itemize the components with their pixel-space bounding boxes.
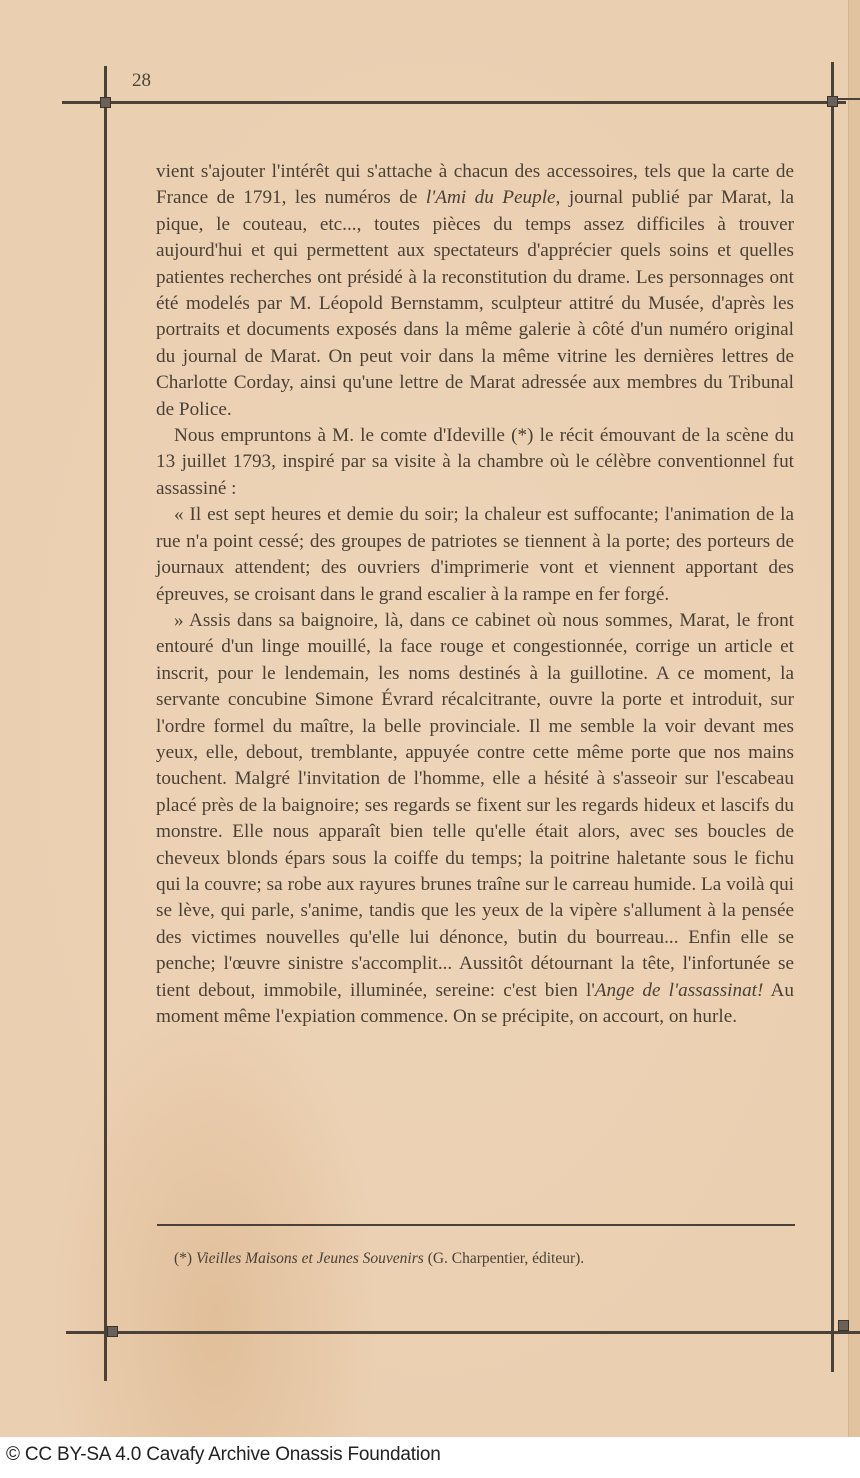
bottom-rule [66, 1331, 860, 1334]
text-run: vient s'ajouter l'intérêt qui s'attache à chacun des accessoires, tels que la carte de France de 1791, les numéros de [156, 161, 794, 209]
text-run: Au moment même l'expiation commence. On se précipite, on accourt, on hurle. [156, 979, 794, 1027]
body-text [156, 159, 794, 1030]
text-run: » Assis dans sa baignoire, là, dans ce cabinet où nous sommes, Marat, le front entouré d'un linge mouillé, la face rouge et congestionnée, corrige un article et inscrit, pour le lendemain, les noms destinés à la guillotine. A ce moment, la servante concubine Simone Évrard récalcitrante, ouvre la porte et introduit, sur l'ordre formel du maître, la belle provinciale. Il me semble la voir devant mes yeux, elle, debout, tremblante, appuyée contre cette même porte que nos mains touchent. Malgré l'invitation de l'homme, elle a hésité à s'asseoir sur l'escabeau placé près de la baignoire; ses regards se fixent sur les regards hideux et lascifs du monstre. Elle nous apparaît bien telle qu'elle était alors, avec ses boucles de cheveux blonds épars sous la coiffe du temps; la poitrine haletante sous le fichu qui la couvre; sa robe aux rayures brunes traîne sur le carreau humide. La voilà qui se lève, qui parle, s'anime, tandis que les yeux de la vipère s'allument à la pensée des victimes nouvelles qu'elle lui dénonce, butin du bourreau... Enfin elle se penche; l'œuvre sinistre s'accomplit... Aussitôt détournant la tête, l'infortunée se tient debout, immobile, illuminée, sereine: c'est bien l' [156, 609, 794, 1001]
right-rule [831, 62, 834, 1372]
corner-ornament-top-left [100, 97, 111, 108]
footnote-publisher: (G. Charpentier, éditeur). [427, 1250, 585, 1267]
text-run: journal publié par Marat, la pique, le couteau, etc..., toutes pièces du temps assez difficiles à trouver aujourd'hui et qui permettent aux spectateurs d'apprécier quels soins et quelles patientes recherches ont présidé à la reconstitution du drame. Les personnages ont été modelés par M. Léopold Bernstamm, sculpteur attitré du Musée, d'après les portraits et documents exposés dans la même galerie à côté d'un numéro original du journal de Marat. On peut voir dans la même vitrine les dernières lettres de Charlotte Corday, ainsi qu'une lettre de Marat adressée aux membres du Tribunal de Police. [156, 187, 794, 420]
footnote-divider [157, 1224, 795, 1226]
quote-paragraph [156, 608, 794, 1031]
corner-ornament-top-right [827, 96, 838, 107]
footnote [174, 1250, 794, 1268]
footnote-marker: (*) [174, 1250, 193, 1267]
left-rule [104, 66, 107, 1381]
paragraph [156, 423, 794, 502]
page-number: 28 [132, 70, 151, 91]
corner-ornament-bottom-right [838, 1320, 849, 1331]
top-rule-extension [838, 98, 860, 100]
copyright-credit: © CC BY-SA 4.0 Cavafy Archive Onassis Foundation [6, 1444, 441, 1465]
quote-paragraph [156, 502, 794, 608]
corner-ornament-bottom-left [107, 1326, 118, 1337]
top-rule [62, 101, 846, 104]
footnote-title: Vieilles Maisons et Jeunes Souvenirs [195, 1250, 424, 1267]
paragraph [156, 159, 794, 423]
italic-emphasis: Ange de l'assassinat! [594, 979, 764, 1001]
text-run: Nous empruntons à M. le comte d'Ideville (*) le récit émouvant de la scène du 13 juillet 1793, inspiré par sa visite à la chambre où le célèbre conventionnel fut assassiné : [156, 425, 794, 499]
text-run: « Il est sept heures et demie du soir; la chaleur est suffocante; l'animation de la rue n'a point cessé; des groupes de patriotes se tiennent à la porte; des porteurs de journaux attendent; des ouvriers d'imprimerie vont et viennent apportant des épreuves, se croisant dans le grand escalier à la rampe en fer forgé. [156, 504, 794, 605]
italic-title: l'Ami du Peuple, [425, 187, 561, 209]
page-edge [848, 0, 860, 1437]
